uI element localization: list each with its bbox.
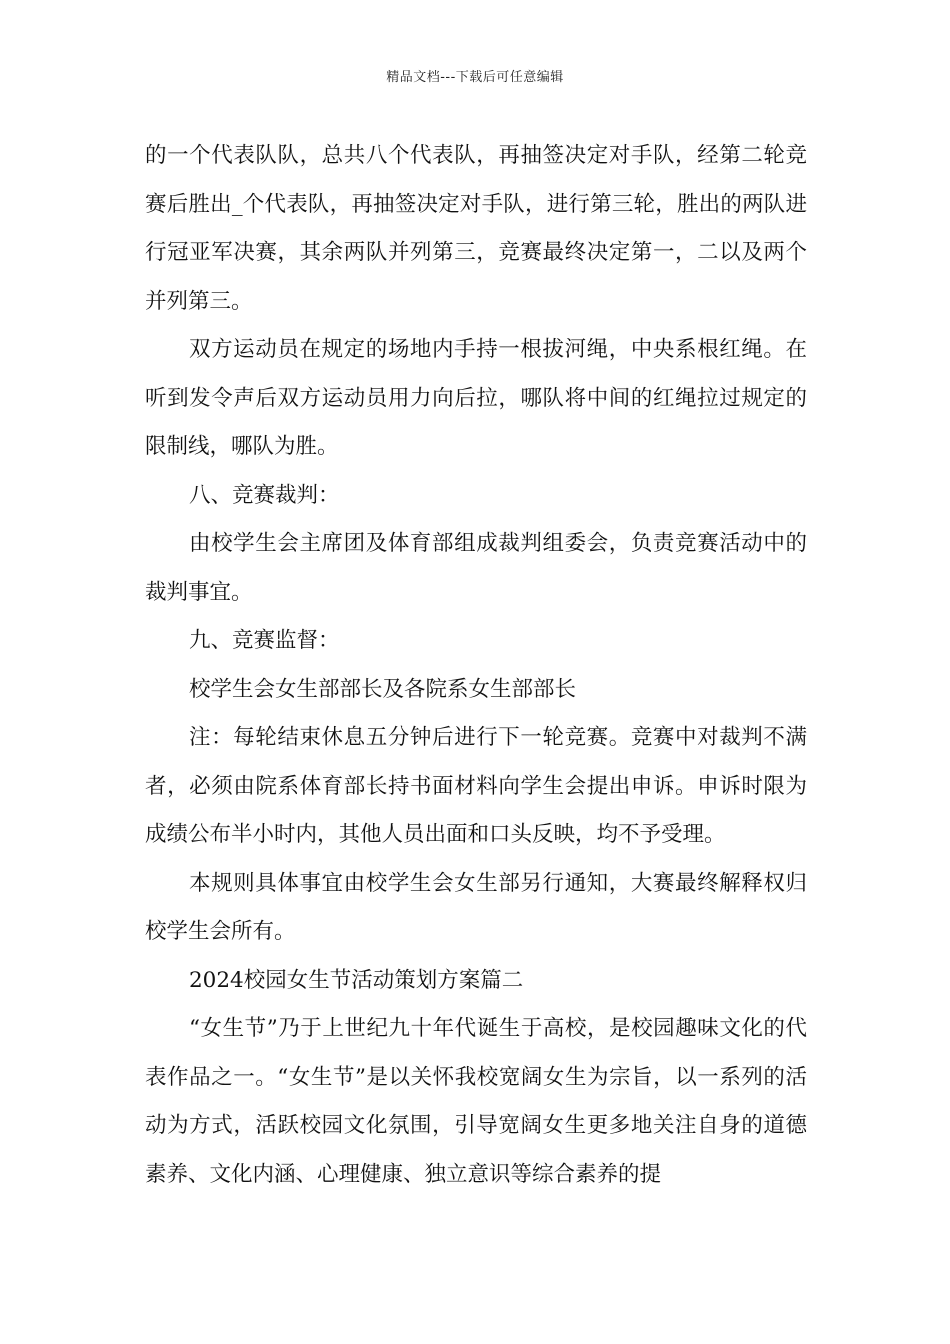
- paragraph-continuation: 的一个代表队队，总共八个代表队，再抽签决定对手队，经第二轮竞赛后胜出_个代表队，再抽签决定对手队，进行第三轮，胜出的两队进行冠亚军决赛，其余两队并列第三，竞赛最终决定第一，二以及两个并列第三。: [145, 143, 807, 314]
- paragraph-introduction: “女生节”乃于上世纪九十年代诞生于高校，是校园趣味文化的代表作品之一。“女生节”是以关怀我校宽阔女生为宗旨，以一系列的活动为方式，活跃校园文化氛围，引导宽阔女生更多地关注自身的道德素养、文化内涵、心理健康、独立意识等综合素养的提: [145, 1016, 807, 1187]
- paragraph-referee: 由校学生会主席团及体育部组成裁判组委会，负责竞赛活动中的裁判事宜。: [145, 531, 807, 605]
- section-heading-supervision: 九、竞赛监督：: [189, 628, 340, 653]
- paragraph-rules: 双方运动员在规定的场地内手持一根拔河绳，中央系根红绳。在听到发令声后双方运动员用力向后拉，哪队将中间的红绳拉过规定的限制线，哪队为胜。: [145, 337, 807, 459]
- page-header: 精品文档---下载后可任意编辑: [386, 70, 564, 85]
- paragraph-note: 注：每轮结束休息五分钟后进行下一轮竞赛。竞赛中对裁判不满者，必须由院系体育部长持书面材料向学生会提出申诉。申诉时限为成绩公布半小时内，其他人员出面和口头反映，均不予受理。: [145, 725, 807, 847]
- paragraph-supervision: 校学生会女生部部长及各院系女生部部长: [189, 676, 577, 702]
- section-title-plan-two: 2024校园女生节活动策划方案篇二: [189, 967, 524, 993]
- section-heading-referee: 八、竞赛裁判：: [189, 482, 340, 508]
- document-body: [145, 132, 807, 1199]
- paragraph-interpretation: 本规则具体事宜由校学生会女生部另行通知，大赛最终解释权归校学生会所有。: [145, 870, 807, 944]
